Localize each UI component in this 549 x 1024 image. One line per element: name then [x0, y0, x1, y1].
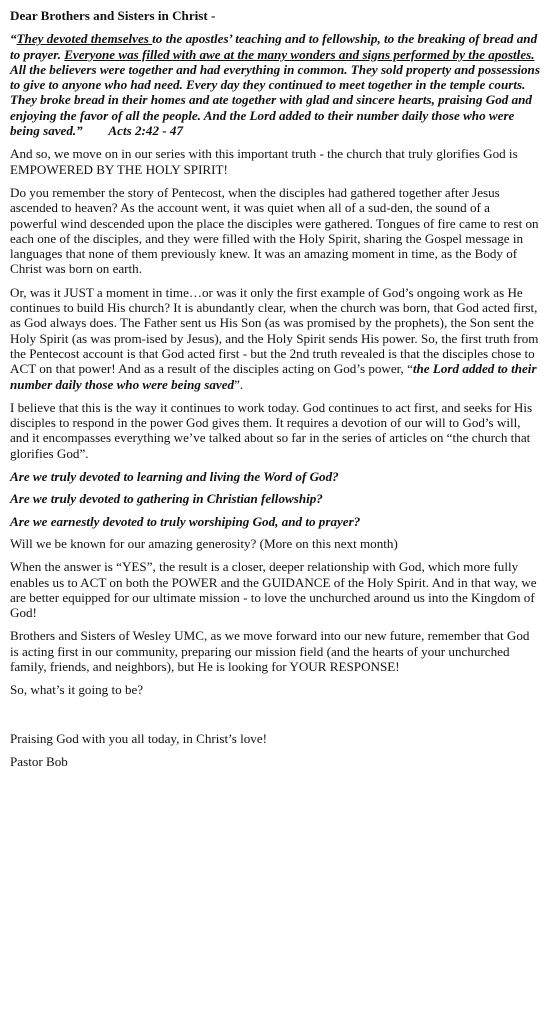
scripture-quote [10, 31, 540, 138]
scripture-reference: Acts 2:42 - 47 [82, 123, 183, 139]
paragraph-moment-text: Or, was it JUST a moment in time…or was it only the first example of God’s ongoing work as He continues to build His church? It is abundantly clear, when the church was born, that God acted first, as God always does. The Father sent us His Son (as was promised by the prophets), the Son sent the Holy Spirit (as was prom-ised by Jesus), and the Holy Spirit sends His power. So, the first truth from the Pentecost account is that God acted first - but the 2nd truth revealed is that the disciples chose to ACT on that power! And as a result of the disciples acting on God’s power, “ [10, 284, 539, 377]
paragraph-intro: And so, we move on in our series with this important truth - the church that truly glorifies God is EMPOWERED BY THE HOLY SPIRIT! [10, 146, 518, 177]
paragraph-wesley: Brothers and Sisters of Wesley UMC, as we move forward into our new future, remember that God is acting first in our community, preparing our mission field (and the hearts of your unchurched family, friends, and neighbors), but He is looking for YOUR RESPONSE! [10, 628, 530, 674]
question-fellowship: Are we truly devoted to gathering in Christian fellowship? [10, 491, 323, 507]
pastor-letter [10, 8, 540, 777]
salutation: Dear Brothers and Sisters in Christ - [10, 8, 216, 23]
paragraph-answer: When the answer is “YES”, the result is a closer, deeper relationship with God, which more fully enables us to ACT on both the POWER and the GUIDANCE of the Holy Spirit. And in that way, we are better equipped for our ultimate mission - to love the unchurched around us into the Kingdom of God! [10, 559, 537, 621]
scripture-underlined-2: Everyone was filled with awe at the many wonders and signs performed by the apostles. [64, 46, 535, 62]
scripture-underlined-1: They devoted themselves [16, 31, 153, 47]
paragraph-moment-in-time [10, 285, 540, 392]
scripture-text-2: All the believers were together and had everything in common. They sold property and possessions to give to anyone who had need. Every day they continued to meet together in the temple courts. They broke bread in their homes and ate together with glad and sincere hearts, praising God and enjoying the favor of all the people. And the Lord added to their number daily those who were being saved.” [10, 61, 540, 139]
paragraph-moment-end: ”. [234, 376, 244, 392]
paragraph-moment-emphasis: the Lord added to their number daily those who were being saved [10, 361, 537, 392]
paragraph-pentecost: Do you remember the story of Pentecost, when the disciples had gathered together after Jesus ascended to heaven? As the account went, it was quiet when all of a sud-den, the sound of a powerful wind descended upon the place the disciples were gathered. Tongues of fire came to rest on each one of the disciples, and they were filled with the Holy Spirit, sharing the Gospel message in languages that none of them previously knew. It was an amazing moment in time, as the Body of Christ was born on earth. [10, 184, 539, 277]
question-word: Are we truly devoted to learning and living the Word of God? [10, 469, 339, 485]
scripture-open-quote: “ [10, 31, 17, 47]
closing-line: Praising God with you all today, in Christ’s love! [10, 730, 268, 746]
paragraph-question: So, what’s it going to be? [10, 682, 144, 698]
spacer [10, 706, 540, 731]
scripture-text-1: to the apostles’ teaching and to fellowship, to the breaking of bread and to prayer. [10, 31, 538, 62]
question-worship: Are we earnestly devoted to truly worshiping God, and to prayer? [10, 513, 361, 529]
paragraph-generosity: Will we be known for our amazing generosity? (More on this next month) [10, 535, 398, 551]
paragraph-today: I believe that this is the way it continues to work today. God continues to act first, and seeks for His disciples to respond in the power God gives them. It requires a devotion of our will to God’s will, and it encompasses everything we’ve talked about so far in the series of articles on “the church that glorifies God”. [10, 399, 533, 461]
signature: Pastor Bob [10, 753, 68, 769]
